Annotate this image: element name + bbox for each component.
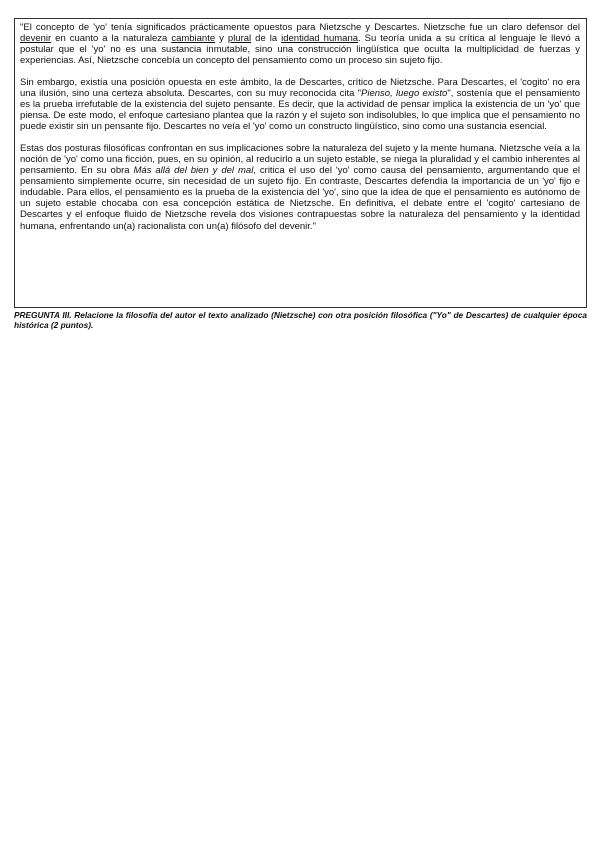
text-segment: de la <box>251 33 282 45</box>
question-label: PREGUNTA III. <box>14 310 72 320</box>
underlined-term: cambiante <box>171 33 216 45</box>
question-text: Relacione la filosofía del autor el texto analizado (Nietzsche) con otra posición filosófica ("Yo" de Descartes) de cualquier época histórica (2 puntos). <box>14 310 587 331</box>
underlined-term: devenir <box>20 33 52 45</box>
answer-paragraph-1 <box>20 22 580 66</box>
answer-text-box <box>14 18 587 308</box>
text-segment: , critica el uso del 'yo' como causa del pensamiento, argumentando que el pensamiento simplemente ocurre, sin necesidad de un sujeto fijo. En contraste, Descartes defendía la importancia de un 'yo' fijo e indudable. Para ellos, el pensamiento es la prueba de la existencia del 'yo', sino que la idea de que el pensamiento es autónomo de un sujeto estable chocaba con esa concepción estática de Nietzsche. En definitiva, el debate entre el 'cogito' cartesiano de Descartes y el enfoque fluido de Nietzsche revela dos visiones contrapuestas sobre la naturaleza del pensamiento y la identidad humana, enfrentando un(a) racionalista con un(a) filósofo del devenir." <box>20 165 580 232</box>
question-prompt <box>14 310 587 331</box>
text-segment: "El concepto de 'yo' tenía significados prácticamente opuestos para Nietzsche y Descartes. Nietzsche fue un claro defensor del <box>20 22 580 33</box>
text-segment: y <box>215 33 228 45</box>
text-segment: . Su teoría unida a su crítica al lenguaje le llevó a postular que el 'yo' no es una sustancia inmutable, sino una construcción lingüística que oculta la multiplicidad de fuerzas y experiencias. Así, Nietzsche concebía un concepto del pensamiento como un proceso sin sujeto fijo. <box>20 33 581 67</box>
text-segment: Estas dos posturas filosóficas confrontan en sus implicaciones sobre la naturaleza del sujeto y la mente humana. Nietzsche veía a la noción de 'yo' como una ficción, pues, en su opinión, al reducirlo a un sujeto estable, se niega la pluralidad y el cambio inherentes al pensamiento. En su obra <box>20 142 580 177</box>
book-title-italic: Más allá del bien y del mal <box>133 165 254 177</box>
underlined-term: plural <box>227 33 252 45</box>
text-segment: ", sostenía que el pensamiento es la prueba irrefutable de la existencia del sujeto pensante. Es decir, que la actividad de pensar implica la existencia de un 'yo' que piensa. De este modo, el enfoque cartesiano plantea que la razón y el sujeto son indisolubles, lo que implica que el pensamiento no puede existir sin un pensante fijo. Descartes no veía el 'yo' como un constructo lingüístico, sino como una sustancia esencial. <box>20 87 580 133</box>
underlined-term: identidad humana <box>281 33 359 45</box>
text-segment: Sin embargo, existía una posición opuesta en este ámbito, la de Descartes, crítico de Nietzsche. Para Descartes, el 'cogito' no era una ilusión, sino una certeza absoluta. Descartes, con su muy reconocida cita " <box>20 76 580 99</box>
quotation-italic: Pienso, luego existo <box>361 87 448 99</box>
answer-paragraph-2 <box>20 77 580 132</box>
answer-paragraph-3 <box>20 143 580 232</box>
text-segment: en cuanto a la naturaleza <box>51 33 172 45</box>
